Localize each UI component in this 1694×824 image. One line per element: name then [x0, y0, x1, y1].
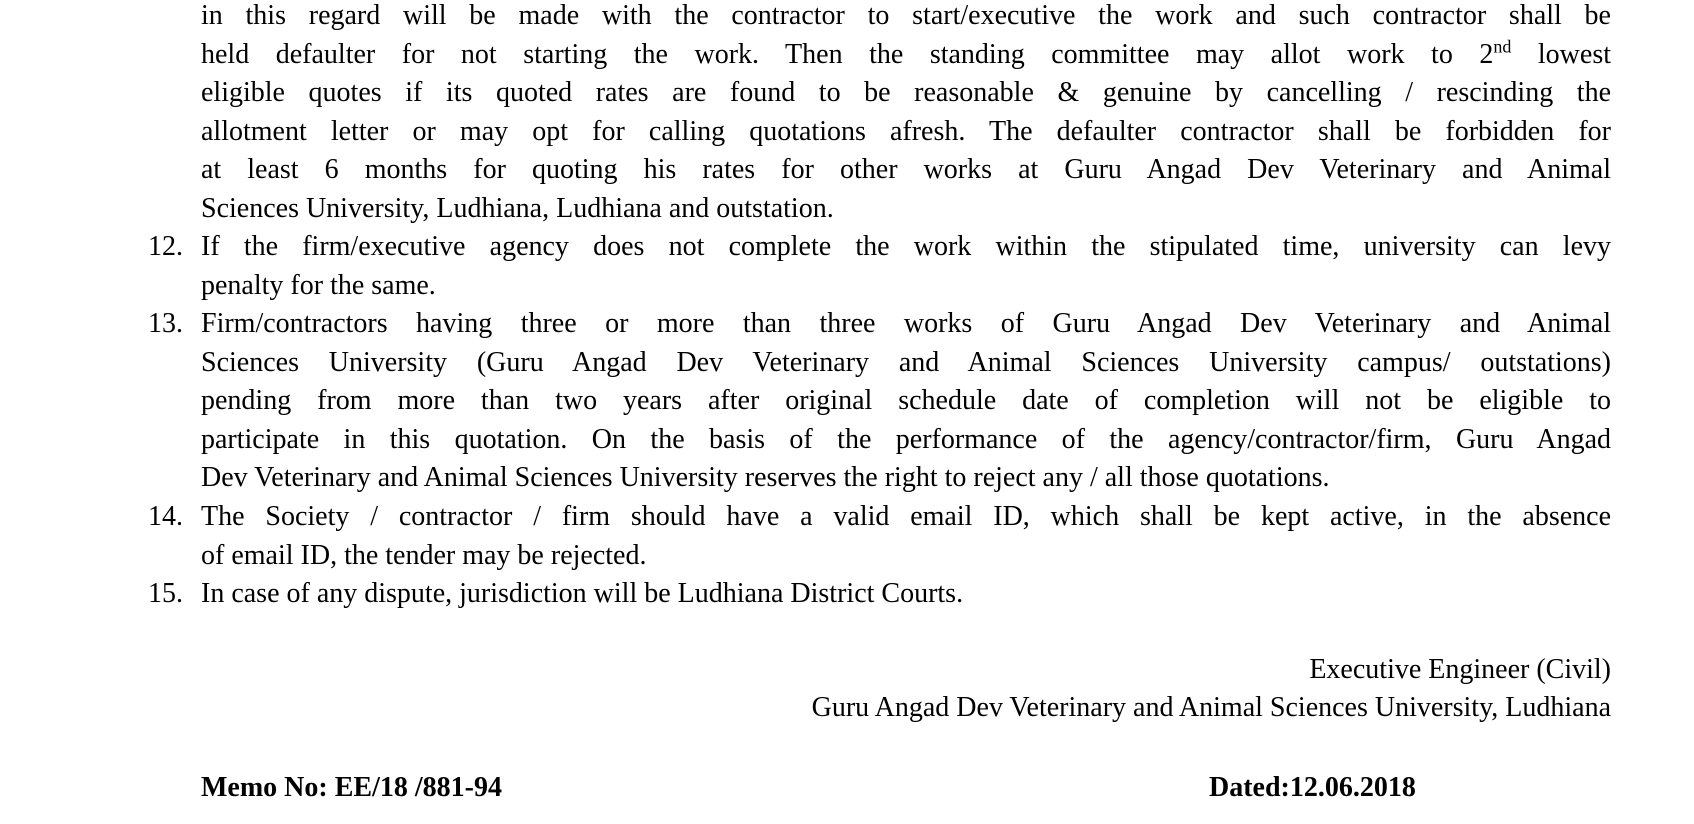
intro-paragraph: [201, 0, 1611, 228]
intro-line: in this regard will be made with the contractor to start/executive the work and such contractor shall be: [201, 0, 1611, 31]
list-item-line: participate in this quotation. On the basis of the performance of the agency/contractor/firm, Guru Angad: [201, 423, 1611, 455]
list-item-14: [148, 498, 1611, 575]
list-item-line: The Society / contractor / firm should have a valid email ID, which shall be kept active, in the absence: [201, 501, 1611, 532]
list-item-line: In case of any dispute, jurisdiction will be Ludhiana District Courts.: [201, 578, 964, 609]
list-item-line: Firm/contractors having three or more than three works of Guru Angad Dev Veterinary and Animal: [201, 308, 1611, 339]
list-item-text: [201, 228, 1611, 305]
list-item-13: [148, 305, 1611, 498]
intro-line: allotment letter or may opt for calling quotations afresh. The defaulter contractor shall be forbidden for: [201, 115, 1611, 147]
superscript-ordinal: nd: [1493, 36, 1512, 57]
memo-number: Memo No: EE/18 /881-94: [201, 772, 502, 803]
list-item-line: penalty for the same.: [201, 269, 436, 301]
signature-organization: Guru Angad Dev Veterinary and Animal Sciences University, Ludhiana: [811, 692, 1611, 723]
list-item-line: Sciences University (Guru Angad Dev Veterinary and Animal Sciences University campus/ outstations): [201, 346, 1611, 378]
list-item-text: [201, 498, 1611, 575]
list-item-12: [148, 228, 1611, 305]
intro-line: at least 6 months for quoting his rates for other works at Guru Angad Dev Veterinary and Animal: [201, 154, 1611, 185]
list-item-number: 15.: [148, 578, 183, 609]
list-item-line: Dev Veterinary and Animal Sciences University reserves the right to reject any / all those quotations.: [201, 462, 1330, 493]
intro-line: held defaulter for not starting the work. Then the standing committee may allot work to 2nd lowest: [201, 36, 1611, 70]
list-item-number: 12.: [148, 231, 183, 262]
list-item-text: [201, 575, 1611, 614]
list-item-line: pending from more than two years after original schedule date of completion will not be eligible to: [201, 385, 1611, 416]
list-item-line: If the firm/executive agency does not complete the work within the stipulated time, university can levy: [201, 231, 1611, 262]
list-item-15: [148, 575, 1611, 614]
list-item-number: 14.: [148, 501, 183, 532]
memo-date: Dated:12.06.2018: [1209, 772, 1416, 803]
list-item-text: [201, 305, 1611, 498]
signature-designation: Executive Engineer (Civil): [1309, 654, 1611, 685]
intro-line: Sciences University, Ludhiana, Ludhiana and outstation.: [201, 192, 834, 224]
list-item-number: 13.: [148, 308, 183, 339]
list-item-line: of email ID, the tender may be rejected.: [201, 539, 647, 571]
intro-line: eligible quotes if its quoted rates are found to be reasonable & genuine by cancelling / rescinding the: [201, 77, 1611, 108]
